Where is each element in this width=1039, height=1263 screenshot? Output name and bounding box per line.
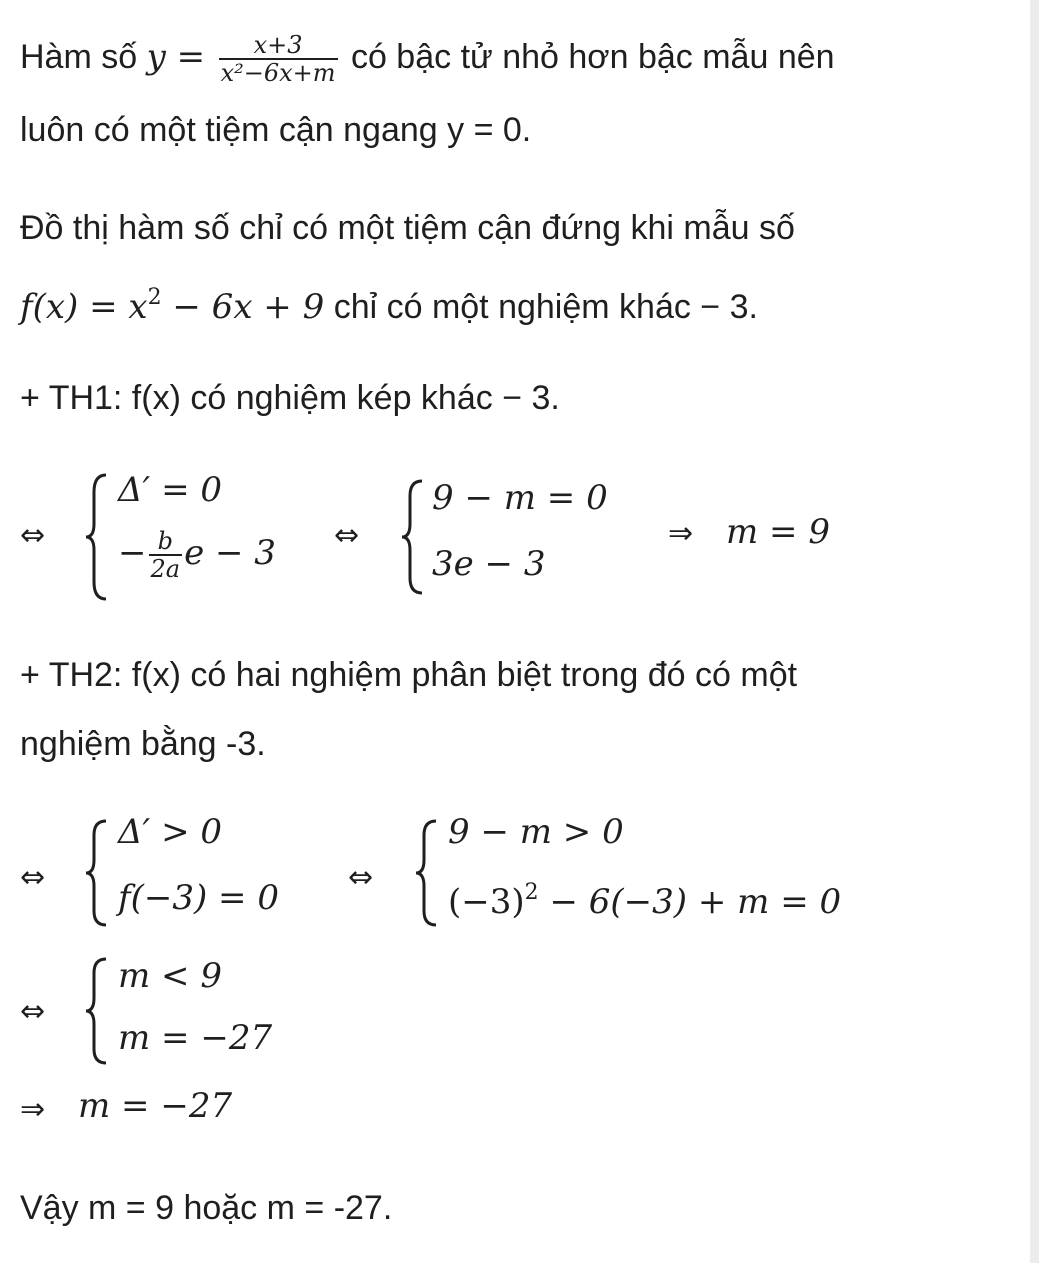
th2-equiv-arrow-1: ⇔ xyxy=(20,860,46,895)
th1-result: m = 9 xyxy=(726,512,830,552)
th1-sys1-minus: − xyxy=(118,533,147,573)
th2-equiv-arrow-2: ⇔ xyxy=(348,860,374,895)
th1-equiv-arrow-1: ⇔ xyxy=(20,518,46,553)
th1-brace-1 xyxy=(84,472,110,602)
para2-tail: chỉ có một nghiệm khác − 3. xyxy=(333,288,758,326)
th2-sys3-row1: m < 9 xyxy=(118,956,222,996)
para1-frac-num: x+3 xyxy=(219,32,338,60)
th2-brace-3 xyxy=(84,956,110,1066)
th2-heading-line2: nghiệm bằng -3. xyxy=(20,725,266,763)
para2-math: f(x) = x xyxy=(20,287,148,327)
th2-sys1-row1: Δ′ > 0 xyxy=(118,812,223,852)
th2-sys3-row2: m = −27 xyxy=(118,1018,273,1058)
th2-heading-line1: + TH2: f(x) có hai nghiệm phân biệt trong đó có một xyxy=(20,656,798,694)
page-right-edge xyxy=(1030,0,1039,1263)
th1-equiv-arrow-2: ⇔ xyxy=(334,518,360,553)
th1-frac-den: 2a xyxy=(150,555,181,583)
th1-sys1-fraction xyxy=(149,528,183,582)
th2-sys2-rest: − 6(−3) + m = 0 xyxy=(538,882,842,922)
para1-y-eq: y = xyxy=(146,36,206,77)
para2-math-rest: − 6x + 9 xyxy=(161,287,325,327)
th2-sys2-base: (−3) xyxy=(448,882,525,922)
para1-fraction xyxy=(219,32,338,86)
th1-sys2-row2: 3e − 3 xyxy=(432,544,546,584)
conclusion: Vậy m = 9 hoặc m = -27. xyxy=(20,1189,393,1227)
th2-sys1-row2: f(−3) = 0 xyxy=(118,878,279,918)
para2-exp: 2 xyxy=(147,285,162,310)
th2-brace-2 xyxy=(414,818,440,928)
para1-suffix: có bậc tử nhỏ hơn bậc mẫu nên xyxy=(350,37,835,76)
th1-heading: + TH1: f(x) có nghiệm kép khác − 3. xyxy=(20,379,560,417)
para2-line1: Đồ thị hàm số chỉ có một tiệm cận đứng khi mẫu số xyxy=(20,209,795,247)
th2-result: m = −27 xyxy=(78,1086,233,1126)
th1-sys1-row2 xyxy=(118,528,276,582)
th1-sys2-row1: 9 − m = 0 xyxy=(432,478,608,518)
th2-equiv-arrow-3: ⇔ xyxy=(20,994,46,1029)
th2-sys2-exp: 2 xyxy=(524,880,539,905)
th2-sys2-row2 xyxy=(448,880,841,922)
th1-brace-2 xyxy=(400,478,426,596)
th2-implies-arrow: ⇒ xyxy=(20,1092,46,1127)
th1-frac-num: b xyxy=(149,528,183,556)
para1-prefix: Hàm số xyxy=(20,37,138,76)
para2-line2 xyxy=(20,278,758,327)
para1-line2: luôn có một tiệm cận ngang y = 0. xyxy=(20,111,532,149)
th2-brace-1 xyxy=(84,818,110,928)
th2-sys2-row1: 9 − m > 0 xyxy=(448,812,624,852)
th1-sys1-rest: e − 3 xyxy=(184,533,276,573)
th1-sys1-row1: Δ′ = 0 xyxy=(118,470,223,510)
para1-line1 xyxy=(20,32,835,86)
para1-frac-den: x²−6x+m xyxy=(220,59,336,87)
th1-implies-arrow: ⇒ xyxy=(668,516,694,551)
